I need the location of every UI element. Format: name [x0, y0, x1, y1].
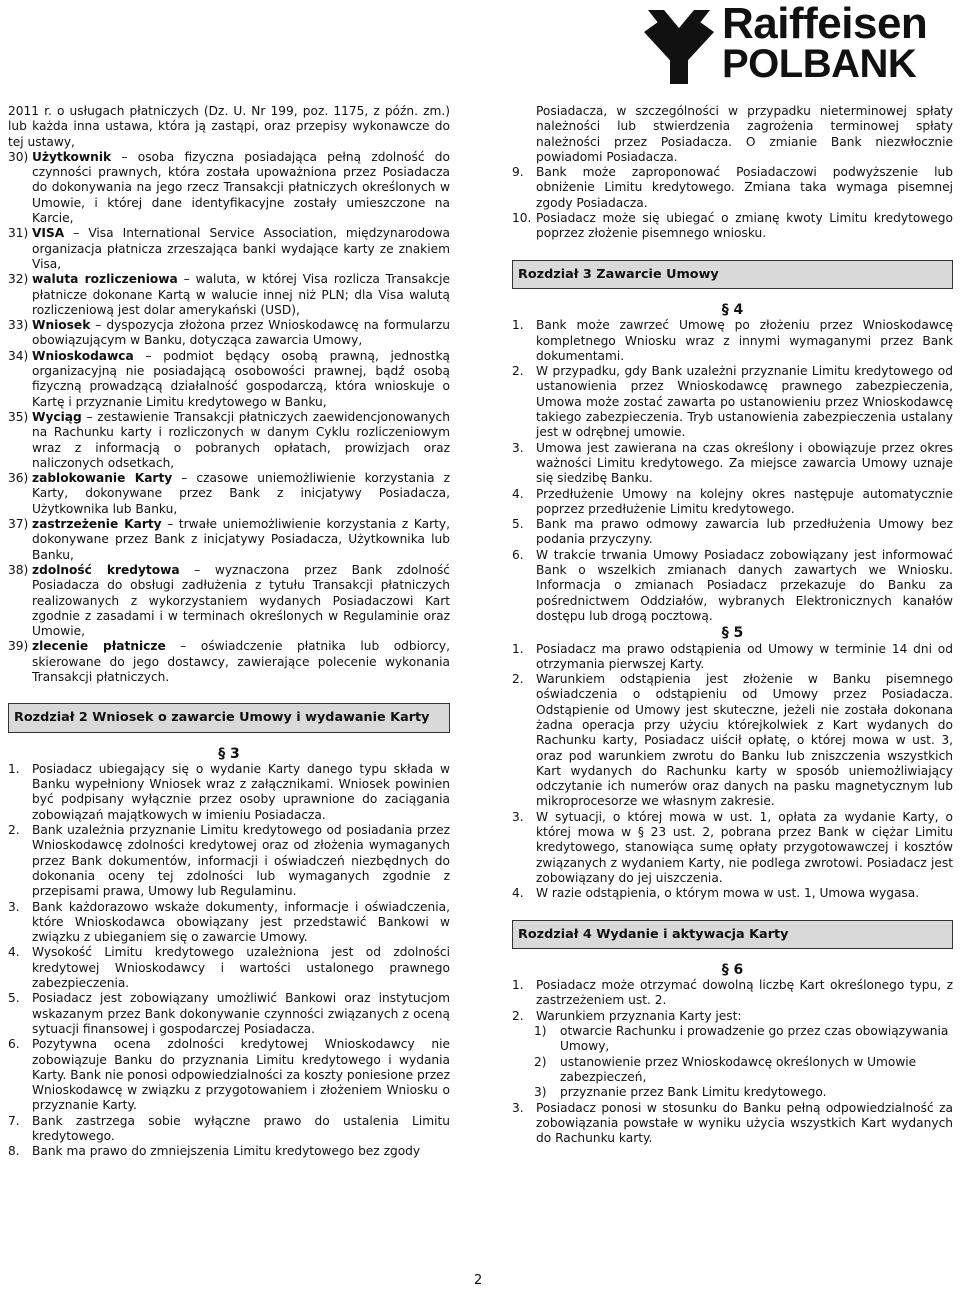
- par4-item-text: W trakcie trwania Umowy Posiadacz zobowiązany jest informować Bank o wszelkich zmianach danych zawartych we Wniosku. Informacja o zmianach Posiadacz przekazuje do Banku za pośrednictwem Oddziałów, wybranych Elektronicznych kanałów dostępu lub drogą pocztową.: [536, 547, 953, 623]
- definition-term: zdolność kredytowa: [32, 562, 180, 577]
- par5-item: [512, 886, 953, 901]
- par3-item-text: Pozytywna ocena zdolności kredytowej Wnioskodawcy nie zobowiązuje Banku do przyznania Limitu kredytowego i wydania Karty. Bank nie ponosi odpowiedzialności za koszty poniesione przez Wnioskodawcę w związku z przygotowaniem i złożeniem Wniosku o przyznanie Karty.: [32, 1037, 450, 1113]
- par6-subitem: [512, 1024, 953, 1055]
- par3-cont-item-number: 10.: [512, 211, 532, 226]
- continuation-paragraph: Posiadacza, w szczególności w przypadku nieterminowej spłaty należności lub stwierdzenia zagrożenia terminowej spłaty należności przez Posiadacza. O zmianie Bank niezwłocznie powiadomi Posiadacza.: [536, 104, 953, 164]
- definition-item: [8, 639, 450, 685]
- par3-item-text: Bank każdorazowo wskaże dokumenty, informacje i oświadczenia, które Wnioskodawca obowiązany jest przedstawić Bankowi w związku z ubieganiem się o zawarcie Umowy.: [32, 899, 450, 945]
- par5-item-text: W sytuacji, o której mowa w ust. 1, opłata za wydanie Karty, o której mowa w § 23 ust. 2, pobrana przez Bank w ciężar Limitu kredytowego, stanowiąca sumę opłaty przygotowawczej i kosztów związanych z wydaniem Karty, nie podlega zwrotowi. Posiadacz jest zobowiązany do jej uiszczenia.: [536, 809, 953, 885]
- par3-item-text: Bank zastrzega sobie wyłączne prawo do ustalenia Limitu kredytowego.: [32, 1113, 450, 1143]
- par3-cont-item-text: Bank może zaproponować Posiadaczowi podwyższenie lub obniżenie Limitu kredytowego. Zmiana taka wymaga pisemnej zgody Posiadacza.: [536, 165, 953, 210]
- paragraph-6-sublist: [512, 1024, 953, 1100]
- par5-item: [512, 672, 953, 810]
- definition-item: [8, 410, 450, 471]
- par6-item-text: Warunkiem przyznania Karty jest:: [536, 1008, 742, 1023]
- definition-term: Użytkownik: [32, 149, 112, 164]
- definition-item: [8, 517, 450, 563]
- par3-item-number: 3.: [8, 899, 20, 914]
- par5-item-number: 4.: [512, 886, 524, 901]
- definitions-list: [8, 150, 450, 685]
- par3-item-text: Bank ma prawo do zmniejszenia Limitu kredytowego bez zgody: [32, 1144, 421, 1159]
- par5-item-number: 3.: [512, 809, 524, 824]
- par3-item: [8, 1144, 450, 1159]
- par4-item-number: 1.: [512, 318, 524, 333]
- par3-item-number: 7.: [8, 1113, 20, 1128]
- definition-text: – trwałe uniemożliwienie korzystania z Karty, dokonywane przez Bank z inicjatywy Posiadacza, Użytkownika lub Banku,: [32, 517, 450, 562]
- par4-item-number: 6.: [512, 547, 524, 562]
- par5-item: [512, 642, 953, 673]
- par4-item-number: 3.: [512, 440, 524, 455]
- right-column: [512, 104, 953, 1146]
- definition-number: 30): [8, 149, 29, 164]
- par5-item-text: W razie odstąpienia, o którym mowa w ust. 1, Umowa wygasa.: [536, 886, 920, 901]
- definition-body: [32, 349, 450, 410]
- par3-item: [8, 823, 450, 899]
- definition-text: – Visa International Service Association, międzynarodowa organizacja płatnicza zrzeszająca banki wydające karty ze znakiem Visa,: [32, 226, 450, 271]
- definition-text: – wyznaczona przez Bank zdolność Posiadacza do obsługi zadłużenia z tytułu Transakcji płatniczych realizowanych z wykorzystaniem wydanych Posiadaczowi Kart zgodnie z zasadami i w terminach określonych w Regulaminie oraz Umowie,: [32, 562, 451, 639]
- definition-number: 32): [8, 272, 29, 287]
- definition-item: [8, 471, 450, 517]
- intro-paragraph: 2011 r. o usługach płatniczych (Dz. U. Nr 199, poz. 1175, z późn. zm.) lub każda inna ustawa, która ją zastąpi, oraz przepisy wykonawcze do tej ustawy,: [8, 104, 450, 149]
- par3-item-number: 5.: [8, 991, 20, 1006]
- definition-item: [8, 563, 450, 639]
- par6-subitem-text: ustanowienie przez Wnioskodawcę określonych w Umowie zabezpieczeń,: [560, 1054, 917, 1084]
- definition-number: 33): [8, 318, 29, 333]
- par3-item-text: Posiadacz ubiegający się o wydanie Karty danego typu składa w Banku wypełniony Wniosek wraz z załącznikami. Wniosek powinien być podpisany wyłącznie przez osoby uprawnione do zaciągania zobowiązań majątkowych w imieniu Posiadacza.: [32, 761, 450, 822]
- definition-term: zlecenie płatnicze: [32, 639, 166, 654]
- par3-cont-item: [512, 165, 953, 211]
- definition-body: [32, 410, 450, 471]
- par3-item-text: Posiadacz jest zobowiązany umożliwić Bankowi oraz instytucjom wskazanym przez Bank dokonywanie czynności związanych z oceną sytuacji finansowej i gospodarczej Posiadacza.: [32, 991, 450, 1036]
- chapter-4-heading: Rozdział 4 Wydanie i aktywacja Karty: [512, 920, 953, 949]
- definition-body: [32, 639, 450, 685]
- par4-item-number: 4.: [512, 486, 524, 501]
- left-column: [8, 104, 450, 1160]
- definition-body: [32, 150, 450, 226]
- par6-subitem: [512, 1055, 953, 1086]
- definition-number: 35): [8, 409, 29, 424]
- par6-subitem: [512, 1085, 953, 1100]
- chapter-2-heading: Rozdział 2 Wniosek o zawarcie Umowy i wydawanie Karty: [8, 703, 450, 732]
- par4-item-text: Bank może zawrzeć Umowę po złożeniu przez Wnioskodawcę kompletnego Wniosku wraz z innymi wymaganymi przez Bank dokumentami.: [536, 318, 953, 363]
- par3-item: [8, 762, 450, 823]
- brand-name-polbank: POLBANK: [722, 42, 917, 86]
- par6-item: [512, 1009, 953, 1024]
- definition-body: [32, 563, 450, 639]
- definition-text: – podmiot będący osobą prawną, jednostką organizacyjną nie posiadającą osobowości prawnej, bądź osobą fizyczną prowadzącą działalność gospodarczą, która wnioskuje o Kartę i przyznanie Limitu kredytowego w Banku,: [32, 348, 450, 409]
- par3-item-number: 4.: [8, 945, 20, 960]
- par3-item: [8, 900, 450, 946]
- definition-number: 38): [8, 562, 29, 577]
- definition-term: Wniosek: [32, 318, 91, 333]
- par3-item: [8, 991, 450, 1037]
- definition-item: [8, 349, 450, 410]
- par4-item-number: 5.: [512, 517, 524, 532]
- par6-item-text: Posiadacz może otrzymać dowolną liczbę Kart określonego typu, z zastrzeżeniem ust. 2.: [536, 978, 953, 1008]
- par3-item-text: Bank uzależnia przyznanie Limitu kredytowego od posiadania przez Wnioskodawcę zdolności kredytowej oraz od złożenia wymaganych przez Bank dokumentów, informacji i oświadczeń niezbędnych do dokonania oceny tej zdolności lub wymaganych zgodnie z przepisami prawa, Umowy lub Regulaminu.: [32, 823, 450, 899]
- par3-item-number: 6.: [8, 1037, 20, 1052]
- definition-text: – dyspozycja złożona przez Wnioskodawcę na formularzu obowiązującym w Banku, dotycząca zawarcia Umowy,: [32, 318, 450, 348]
- par3-cont-item: [512, 211, 953, 242]
- definition-body: [32, 318, 450, 349]
- par6b-item-number: 3.: [512, 1100, 524, 1115]
- definition-term: VISA: [32, 226, 65, 241]
- paragraph-3-label: § 3: [218, 745, 240, 762]
- paragraph-4-label: § 4: [721, 301, 744, 318]
- par4-item-text: Umowa jest zawierana na czas określony i obowiązuje przez okres ważności Limitu kredytowego. Za miejsce zawarcia Umowy uznaje się siedzibę Banku.: [536, 440, 953, 486]
- raiffeisen-crossed-horses-gable-icon: [642, 4, 716, 86]
- definition-number: 31): [8, 226, 29, 241]
- chapter-3-heading: Rozdział 3 Zawarcie Umowy: [512, 260, 953, 289]
- definition-number: 36): [8, 471, 29, 486]
- paragraph-6-list-b: [512, 1101, 953, 1147]
- definition-text: – osoba fizyczna posiadająca pełną zdolność do czynności prawnych, która została upoważniona przez Posiadacza do dokonywania na jego rzecz Transakcji płatniczych określonych w Umowie, i której dane identyfikacyjne zostały umieszczone na Karcie,: [32, 149, 450, 226]
- definition-text: – zestawienie Transakcji płatniczych zaewidencjonowanych na Rachunku karty i rozliczonych w danym Cyklu rozliczeniowym wraz z informacją o pobranych opłatach, prowizjach oraz naliczonych odsetkach,: [32, 409, 450, 470]
- par6-subitem-number: 3): [534, 1085, 547, 1100]
- par6-item: [512, 978, 953, 1009]
- par3-item-number: 2.: [8, 823, 20, 838]
- par4-item: [512, 364, 953, 440]
- definition-term: zablokowanie Karty: [32, 471, 173, 486]
- definition-item: [8, 226, 450, 272]
- par3-item-number: 1.: [8, 761, 20, 776]
- definition-number: 34): [8, 348, 29, 363]
- par4-item-text: W przypadku, gdy Bank uzależni przyznanie Limitu kredytowego od ustanowienia przez Wnioskodawcę prawnego zabezpieczenia, Umowa może zostać zawarta po ustanowieniu przez Wnioskodawcę takiego zabezpieczenia. Tryb ustanowienia zabezpieczenia ustalany jest w odrębnej umowie.: [536, 364, 953, 440]
- definition-term: zastrzeżenie Karty: [32, 517, 162, 532]
- par3-item-text: Wysokość Limitu kredytowego uzależniona jest od zdolności kredytowej Wnioskodawcy i wartości ustalonego prawnego zabezpieczenia.: [32, 945, 450, 991]
- paragraph-6-label: § 6: [721, 961, 744, 978]
- par6-subitem-text: przyznanie przez Bank Limitu kredytowego.: [560, 1085, 827, 1100]
- par6-item-number: 1.: [512, 978, 524, 993]
- par3-item: [8, 945, 450, 991]
- definition-body: [32, 471, 450, 517]
- definition-number: 37): [8, 517, 29, 532]
- par5-item-number: 1.: [512, 641, 524, 656]
- par4-item: [512, 487, 953, 518]
- definition-text: – czasowe uniemożliwienie korzystania z Karty, dokonywane przez Bank z inicjatywy Posiadacza, Użytkownika lub Banku,: [32, 471, 450, 516]
- par4-item-number: 2.: [512, 364, 524, 379]
- par6b-item-text: Posiadacz ponosi w stosunku do Banku pełną odpowiedzialność za zobowiązania powstałe w wyniku użycia wszystkich Kart wydanych do Rachunku karty.: [536, 1100, 953, 1146]
- definition-body: [32, 272, 450, 318]
- definition-text: – waluta, w której Visa rozlicza Transakcje płatnicze dokonane Kartą w walucie innej niż PLN; dla Visa walutą rozliczeniową jest dolar amerykański (USD),: [32, 272, 450, 317]
- par5-item-text: Posiadacz ma prawo odstąpienia od Umowy w terminie 14 dni od otrzymania pierwszej Karty.: [536, 641, 953, 671]
- paragraph-3-list: [8, 762, 450, 1160]
- par6b-item: [512, 1101, 953, 1147]
- par4-item: [512, 517, 953, 548]
- definition-term: waluta rozliczeniowa: [32, 272, 178, 287]
- definition-item: [8, 272, 450, 318]
- paragraph-5-list: [512, 642, 953, 902]
- paragraph-4-list: [512, 318, 953, 624]
- definition-body: [32, 517, 450, 563]
- par5-item-text: Warunkiem odstąpienia jest złożenie w Banku pisemnego oświadczenia o odstąpieniu od Umowy przez Posiadacza. Odstąpienie od Umowy jest skuteczne, jeżeli nie została dokonana żadna operacja przy użyciu którejkolwiek z Kart wydanych do Rachunku karty, Posiadacz uiścił opłatę, o której mowa w ust. 3, oraz pod warunkiem zwrotu do Banku lub zniszczenia wszystkich Kart wydanych do Rachunku karty w sposób uniemożliwiający odczytanie ich numerów oraz danych na pasku magnetycznym lub mikroprocesorze we własnym zakresie.: [536, 672, 953, 809]
- par6-subitem-number: 2): [534, 1054, 547, 1069]
- par4-item: [512, 441, 953, 487]
- par3-cont-item-number: 9.: [512, 165, 524, 180]
- par6-item-number: 2.: [512, 1008, 524, 1023]
- par5-item: [512, 810, 953, 886]
- definition-term: Wnioskodawca: [32, 348, 134, 363]
- definition-item: [8, 318, 450, 349]
- paragraph-5-label: § 5: [721, 625, 744, 642]
- definition-term: Wyciąg: [32, 409, 82, 424]
- par6-subitem-text: otwarcie Rachunku i prowadzenie go przez czas obowiązywania Umowy,: [560, 1024, 949, 1054]
- par4-item: [512, 548, 953, 624]
- par5-item-number: 2.: [512, 672, 524, 687]
- definition-item: [8, 150, 450, 226]
- page-number: 2: [474, 1273, 483, 1288]
- paragraph-6-list: [512, 978, 953, 1024]
- par3-cont-item-text: Posiadacz może się ubiegać o zmianę kwoty Limitu kredytowego poprzez złożenie pisemnego wniosku.: [536, 211, 953, 241]
- definition-number: 39): [8, 639, 29, 654]
- par4-item: [512, 318, 953, 364]
- par3-item: [8, 1114, 450, 1145]
- paragraph-3-list-continued: [512, 165, 953, 241]
- par3-item: [8, 1037, 450, 1113]
- par3-item-number: 8.: [8, 1144, 20, 1159]
- definition-body: [32, 226, 450, 272]
- raiffeisen-polbank-logo: [640, 0, 954, 86]
- par6-subitem-number: 1): [534, 1024, 547, 1039]
- par4-item-text: Przedłużenie Umowy na kolejny okres następuje automatycznie poprzez przedłużenie Limitu kredytowego.: [536, 486, 953, 516]
- definition-text: – oświadczenie płatnika lub odbiorcy, skierowane do jego dostawcy, zawierające polecenie wykonania Transakcji płatniczych.: [32, 639, 450, 684]
- par4-item-text: Bank ma prawo odmowy zawarcia lub przedłużenia Umowy bez podania przyczyny.: [536, 517, 953, 547]
- brand-name-raiffeisen: Raiffeisen: [722, 0, 928, 48]
